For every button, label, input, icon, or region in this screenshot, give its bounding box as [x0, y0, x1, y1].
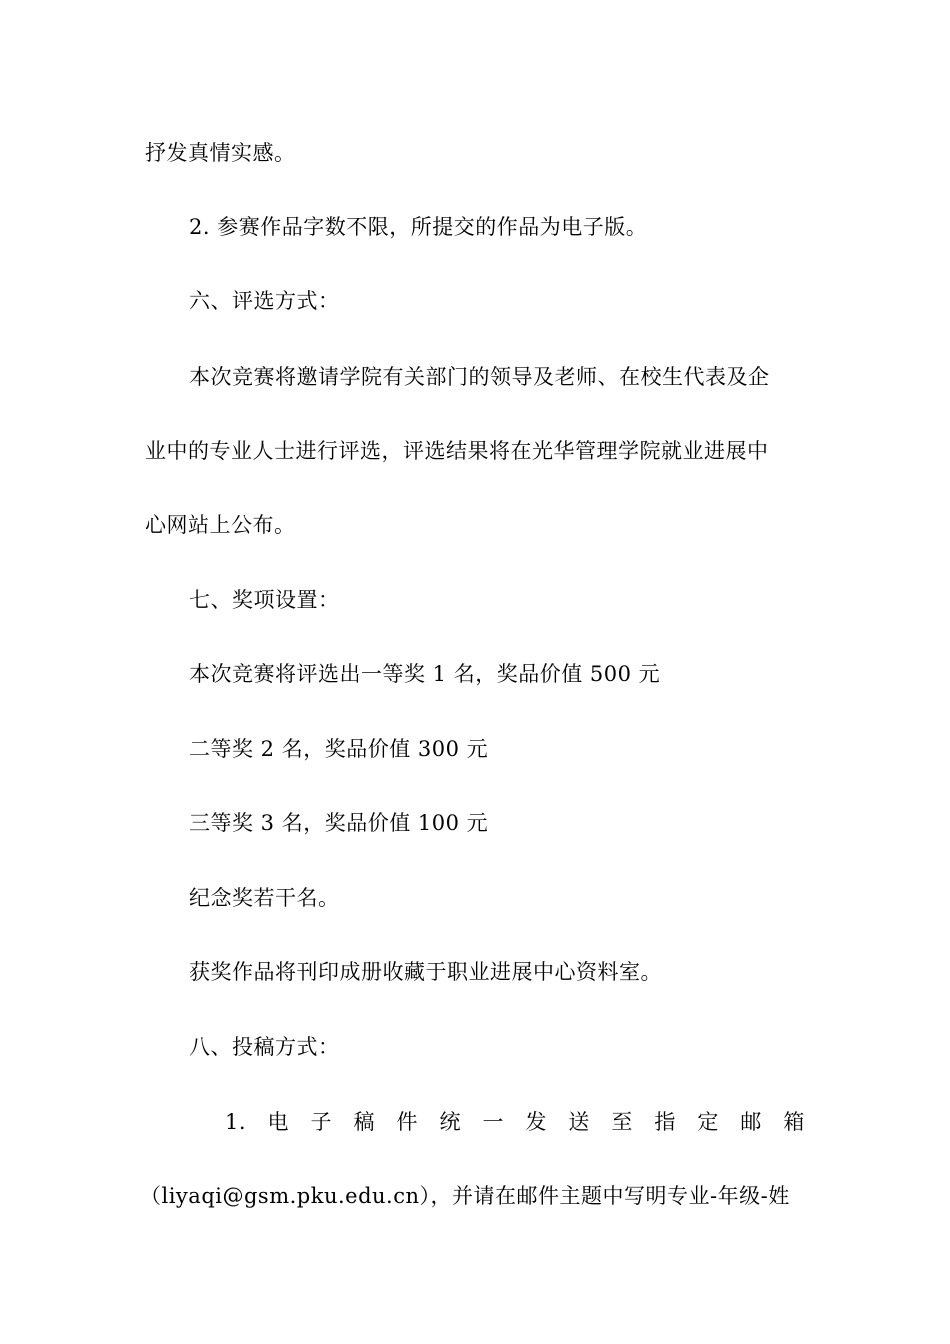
- paragraph-line: 纪念奖若干名。: [189, 886, 340, 910]
- paragraph-line-email: （liyaqi@gsm.pku.edu.cn），并请在邮件主题中写明专业-年级-姓: [140, 1184, 790, 1208]
- paragraph-line: 获奖作品将刊印成册收藏于职业进展中心资料室。: [189, 960, 662, 984]
- paragraph-line: 抒发真情实感。: [145, 141, 296, 165]
- char: 指: [654, 1110, 676, 1134]
- char: 邮: [740, 1110, 762, 1134]
- section-heading-evaluation: 六、评选方式：: [189, 289, 340, 313]
- paragraph-line: 2. 参赛作品字数不限，所提交的作品为电子版。: [189, 215, 648, 239]
- paragraph-line: 三等奖 3 名，奖品价值 100 元: [189, 811, 489, 835]
- section-heading-submission: 八、投稿方式：: [189, 1035, 340, 1059]
- char: 至: [611, 1110, 633, 1134]
- char: 送: [568, 1110, 590, 1134]
- char: 箱: [783, 1110, 805, 1134]
- paragraph-line: 二等奖 2 名，奖品价值 300 元: [189, 737, 489, 761]
- section-heading-awards: 七、奖项设置：: [189, 588, 340, 612]
- char: 统: [439, 1110, 461, 1134]
- justified-paragraph-line: [225, 1107, 805, 1137]
- char: 一: [482, 1110, 504, 1134]
- paragraph-line: 心网站上公布。: [145, 513, 296, 537]
- paragraph-line: 本次竞赛将评选出一等奖 1 名，奖品价值 500 元: [189, 662, 661, 686]
- char: 件: [396, 1110, 418, 1134]
- char: 定: [697, 1110, 719, 1134]
- paragraph-line: 业中的专业人士进行评选，评选结果将在光华管理学院就业进展中: [145, 439, 769, 463]
- paragraph-line: 本次竞赛将邀请学院有关部门的领导及老师、在校生代表及企: [189, 365, 770, 389]
- list-number: 1.: [225, 1110, 247, 1134]
- char: 发: [525, 1110, 547, 1134]
- char: 子: [310, 1110, 333, 1134]
- char: 电: [267, 1110, 290, 1134]
- char: 稿: [353, 1110, 375, 1134]
